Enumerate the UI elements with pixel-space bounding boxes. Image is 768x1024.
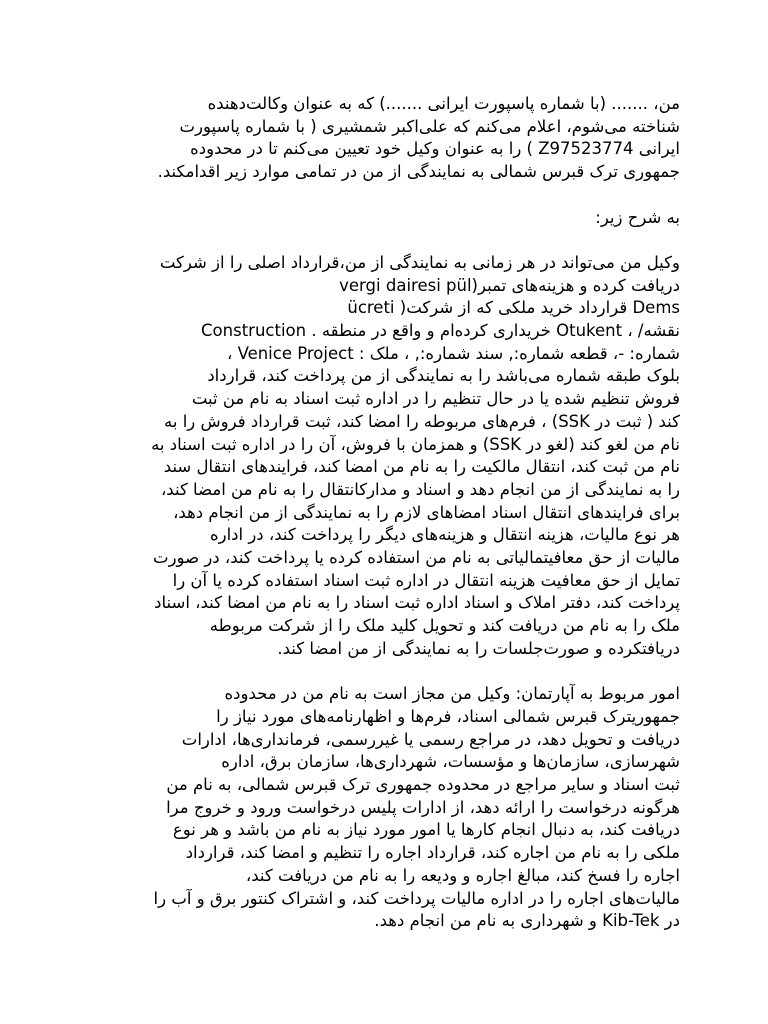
text-line: ملکی را به نام من اجاره کند، قرارداد اجاره را تنظیم و امضا کند، قرارداد — [185, 843, 680, 863]
text-line: هر نوع مالیات، هزینه انتقال و هزینه‌های دیگر را پرداخت کند، در اداره — [209, 525, 680, 545]
text-line: دریافتکرده و صورت‌جلسات را به نمایندگی از من امضا کند. — [277, 638, 680, 658]
text-line: پرداخت کند، دفتر املاک و اسناد اداره ثبت اسناد را به نام من امضا کند، اسناد — [154, 593, 680, 613]
text-line: جمهوری ترک قبرس شمالی به نمایندگی از من در تمامی موارد زیر اقدامکند. — [157, 162, 680, 182]
paragraph-gap — [92, 229, 680, 252]
text-line: فروش تنظیم شده یا در حال تنظیم را در اداره ثبت اسناد به نام من ثبت — [191, 389, 680, 409]
text-line: هرگونه درخواست را ارائه دهد، از ادارات پلیس درخواست ورود و خروج مرا — [166, 797, 680, 817]
text-line: شماره: -، قطعه شماره:, سند شماره:, ، ملک : Venice Project ، — [226, 343, 680, 363]
text-line: را به نمایندگی از من انجام دهد و اسناد و مدارکانتقال را به نام من امضا کند، — [160, 479, 680, 499]
text-line: تمایل از حق معافیت هزینه انتقال در اداره ثبت اسناد استفاده کرده یا آن را — [172, 570, 680, 590]
text-line: نام من ثبت کند، انتقال مالکیت را به نام من امضا کند، فرایندهای انتقال سند — [163, 457, 680, 477]
text-line: دریافت و تحویل دهد، در مراجع رسمی یا غیررسمی، فرمانداری‌ها، ادارات — [181, 729, 680, 749]
text-line: مالیات‌های اجاره را در اداره مالیات پرداخت کند، و اشتراک کنتور برق و آب را — [153, 888, 680, 908]
text-line: به شرح زیر: — [595, 207, 680, 227]
text-line: در Kib-Tek و شهرداری به نام من انجام دهد. — [374, 911, 680, 931]
text-line: وکیل من می‌تواند در هر زمانی به نمایندگی از من،قرارداد اصلی را از شرکت — [159, 252, 680, 272]
text-line: ایرانی Z97523774 ) را به عنوان وکیل خود تعیین می‌کنم تا در محدوده — [190, 139, 680, 159]
paragraph-gap — [92, 661, 680, 684]
document-body — [92, 93, 680, 933]
text-line: ücreti )قرارداد خرید ملکی که از شرکت Dems — [347, 298, 680, 318]
text-line: جمهوریترک قبرس شمالی اسناد، فرم‌ها و اظهارنامه‌های مورد نیاز را — [216, 706, 680, 726]
text-line: نام من لغو کند (لغو در SSK) و همزمان با فروش، آن را در اداره ثبت اسناد به — [151, 434, 680, 454]
text-line: شهرسازی، سازمان‌ها و مؤسسات، شهرداری‌ها، سازمان برق، اداره — [221, 752, 680, 772]
text-line: ثبت اسناد و سایر مراجع در محدوده جمهوری ترک قبرس شمالی، به نام من — [166, 775, 680, 795]
text-line: بلوک طبقه شماره می‌باشد را به نمایندگی از من پرداخت کند، قرارداد — [207, 366, 680, 386]
paragraph-heading — [92, 207, 680, 230]
paragraph-gap — [92, 184, 680, 207]
paragraph-power-of-attorney-intro — [92, 93, 680, 184]
text-line: شناخته می‌شوم، اعلام می‌کنم که علی‌اکبر شمشیری ( با شماره پاسپورت — [179, 116, 680, 136]
paragraph-apartment-matters — [92, 683, 680, 933]
text-line: اجاره را فسخ کند، مبالغ اجاره و ودیعه را به نام من دریافت کند، — [245, 865, 680, 885]
text-line: امور مربوط به آپارتمان: وکیل من مجاز است به نام من در محدوده — [224, 684, 680, 704]
text-line: دریافت کند، به دنبال انجام کارها یا امور مورد نیاز به نام من باشد و هر نوع — [172, 820, 680, 840]
text-line: ملک را به نام من دریافت کند و تحویل کلید ملک را از شرکت مربوطه — [209, 616, 680, 636]
text-line: کند ( ثبت در SSK) ، فرم‌های مربوطه را امضا کند، ثبت قرارداد فروش را به — [164, 411, 680, 431]
text-line: برای فرایندهای انتقال اسناد امضاهای لازم را به نمایندگی از من انجام دهد، — [173, 502, 680, 522]
text-line: من، ....... (با شماره پاسپورت ایرانی .......) که به عنوان وکالت‌دهنده — [207, 94, 680, 113]
text-line: دریافت کرده و هزینه‌های تمبر(vergi dairesi pül — [339, 275, 680, 295]
text-line: Construction . خریداری کرده‌ام و واقع در منطقه Otukent ، /نقشه — [201, 321, 680, 340]
text-line: مالیات از حق معافیتمالیاتی به نام من استفاده کرده یا پرداخت کند، در صورت — [153, 548, 680, 568]
paragraph-property-purchase — [92, 252, 680, 661]
